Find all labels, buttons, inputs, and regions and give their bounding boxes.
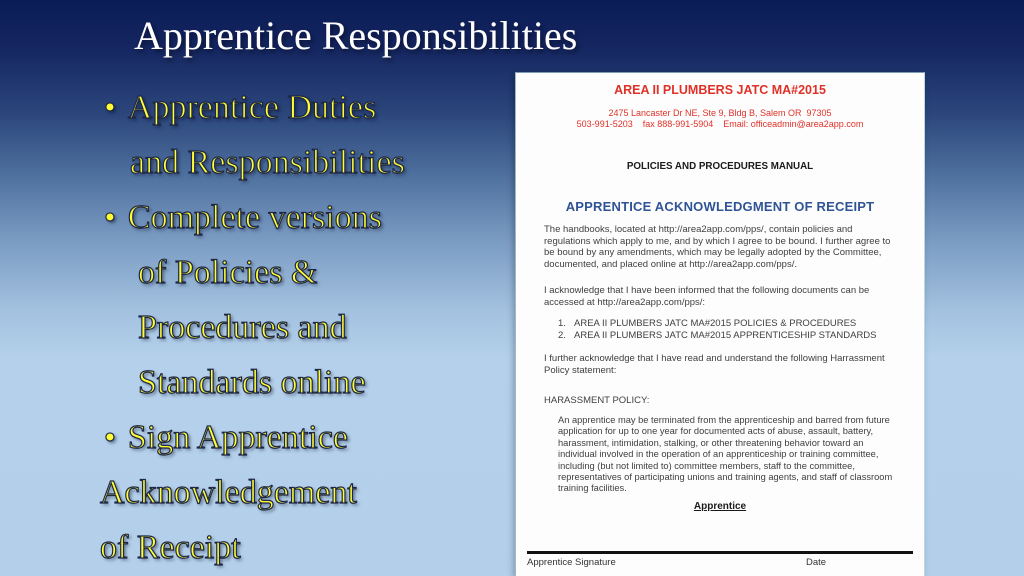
doc-paragraph-handbooks: The handbooks, located at http://area2app.com/pps/, contain policies and regulations which apply to me, and by which I agree to be bound. I further agree to be bound by any amendments, which may be legally adopted by the Committee, documented, and placed online at http://area2app.com/pps/. [544,224,891,270]
doc-org-name: AREA II PLUMBERS JATC MA#2015 [614,83,826,97]
bullet-marker: • [104,89,116,126]
bullet-line [100,135,530,190]
bullet-line [100,245,530,300]
bullet-text: Complete versions [127,199,382,236]
slide-title: Apprentice Responsibilities [134,13,578,58]
bullet-text: of Policies & [138,254,318,291]
doc-signature-label: Apprentice Signature [527,557,616,568]
bullet-text: and Responsibilities [130,144,405,181]
document-image [515,72,925,576]
doc-date-label: Date [806,557,827,568]
doc-policy-heading: HARASSMENT POLICY: [544,395,650,406]
doc-list-item-text: AREA II PLUMBERS JATC MA#2015 POLICIES & PROCEDURES [574,318,857,329]
doc-paragraph-further: I further acknowledge that I have read and understand the following Harrassment Policy statement: [544,353,885,376]
bullet-line [100,410,530,465]
doc-address: 2475 Lancaster Dr NE, Ste 9, Bldg B, Salem OR 97305 [608,108,832,118]
bullet-line [100,520,530,575]
bullet-line [100,80,530,135]
doc-signature-line [527,551,913,554]
bullet-line [100,355,530,410]
doc-contact: 503-991-5203 fax 888-991-5904 Email: officeadmin@area2app.com [576,119,864,129]
bullet-line [100,465,530,520]
doc-apprentice-label: Apprentice [693,501,747,512]
bullet-text: Sign Apprentice [127,419,348,456]
bullet-text: Standards online [138,364,366,401]
bullet-marker: • [104,199,116,236]
bullet-text: Acknowledgement [100,474,357,511]
doc-list-item [558,318,902,330]
doc-documents-list [558,318,902,341]
bullet-line [100,300,530,355]
doc-form-title: APPRENTICE ACKNOWLEDGMENT OF RECEIPT [565,199,875,214]
doc-list-item-number: 2. [558,329,566,341]
doc-policy-body: An apprentice may be terminated from the apprenticeship and barred from future application for up to one year for documented acts of abuse, assault, battery, harassment, intimidation, stalking, or other threatening behavior toward an individual involved in the operation of an apprenticeship or training committee, including (but not limited to) committee members, staff to the committee, representatives of participating unions and training agents, and staff of classroom training facilities. [558,415,893,494]
bullet-text: Apprentice Duties [127,89,377,126]
doc-list-item-text: AREA II PLUMBERS JATC MA#2015 APPRENTICESHIP STANDARDS [574,329,877,341]
bullet-line [100,190,530,245]
bullet-marker: • [104,419,116,456]
bullet-text: Procedures and [138,309,347,346]
doc-paragraph-acknowledge: I acknowledge that I have been informed that the following documents can be accessed at http://area2app.com/pps/: [544,285,870,308]
doc-list-item [558,330,902,342]
doc-manual-heading: POLICIES AND PROCEDURES MANUAL [626,161,814,172]
doc-list-item-number: 1. [558,318,566,329]
bullet-list [100,80,530,575]
bullet-text: of Receipt [100,529,241,566]
